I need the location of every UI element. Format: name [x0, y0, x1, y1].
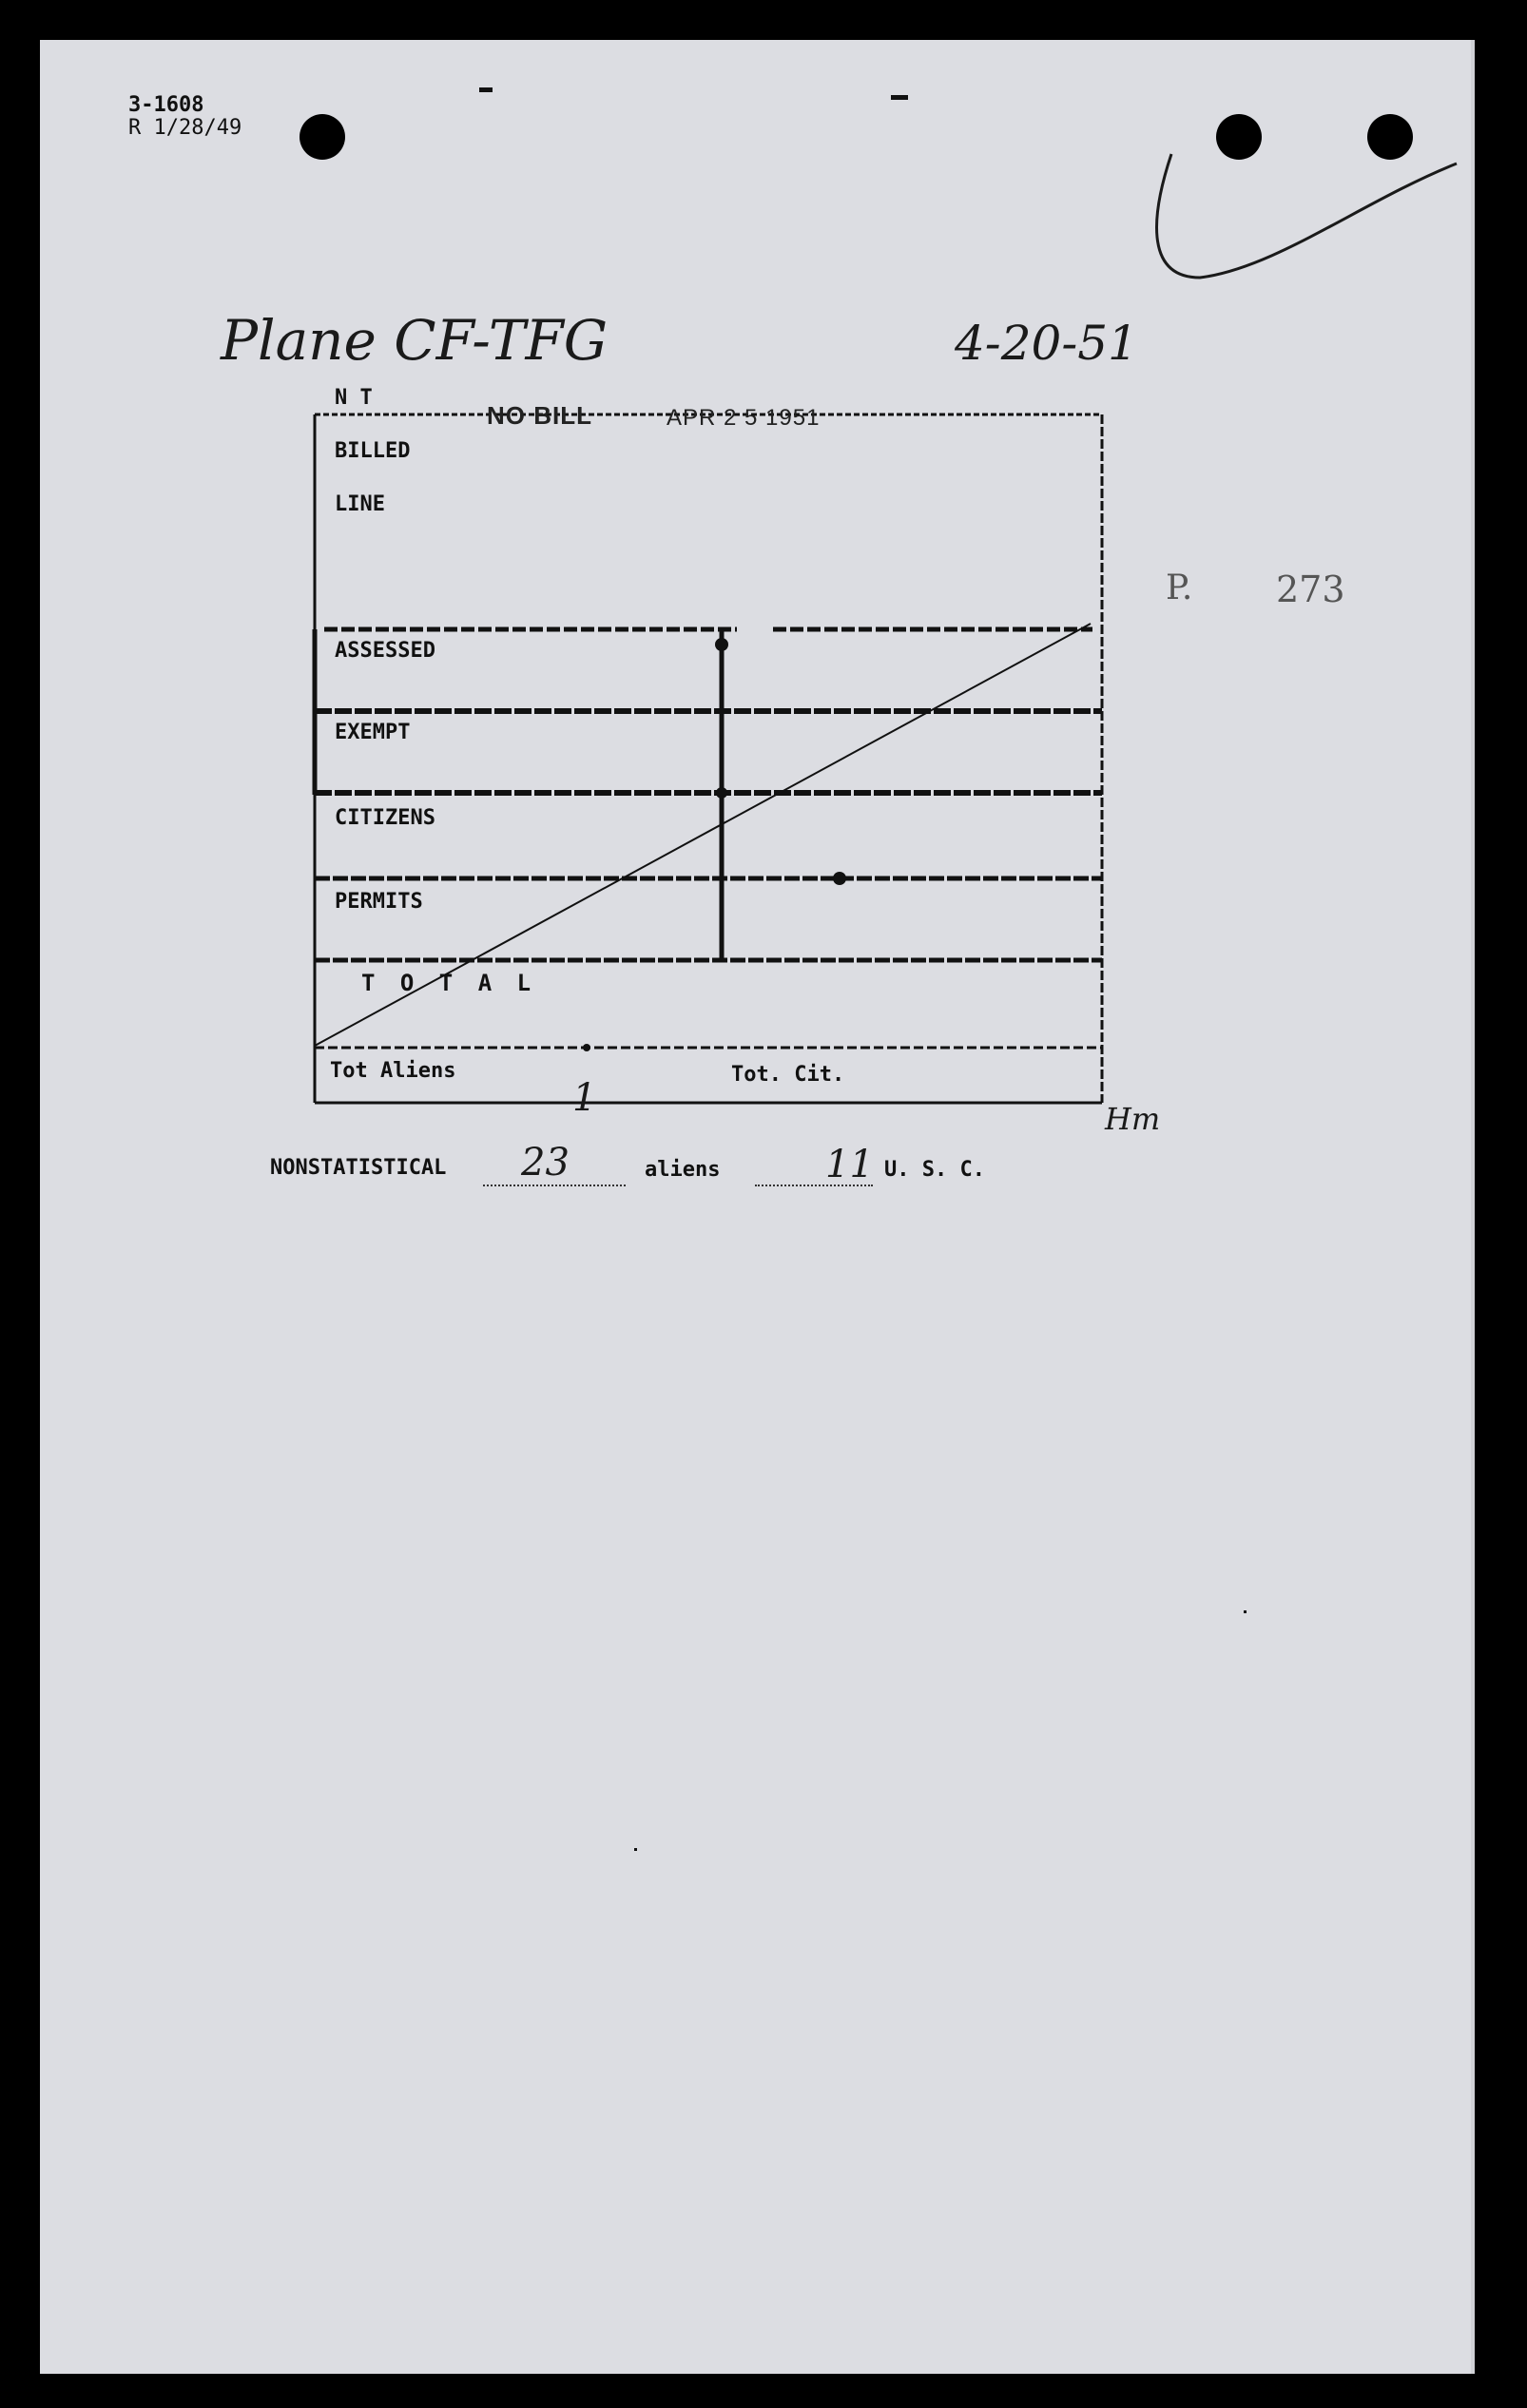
statistics-table	[311, 371, 1110, 1112]
nonstatistical-label: NONSTATISTICAL	[270, 1156, 447, 1180]
initials-handwritten: Hm	[1105, 1101, 1161, 1137]
row-label-nt: N T	[335, 386, 373, 410]
manifest-page-prefix: P.	[1166, 568, 1193, 607]
manifest-page-number: 273	[1276, 568, 1345, 610]
aliens-label: aliens	[645, 1158, 721, 1182]
nonstat-aliens-underline	[483, 1185, 626, 1186]
row-label-exempt: EXEMPT	[335, 721, 411, 744]
plane-id-handwritten: Plane CF-TFG	[221, 308, 609, 373]
nonstat-usc-count: 11	[825, 1143, 874, 1186]
stamp-date: APR 2 5 1951	[667, 405, 821, 431]
document-sheet	[40, 40, 1475, 2374]
punch-hole-left	[300, 114, 345, 160]
form-number: 3-1608	[128, 93, 204, 117]
nonstat-aliens-count: 23	[521, 1141, 570, 1185]
check-mark-icon	[1143, 135, 1466, 287]
row-label-billed: BILLED	[335, 439, 411, 463]
row-label-line: LINE	[335, 492, 385, 516]
tot-aliens-value: 1	[572, 1076, 597, 1120]
row-label-permits: PERMITS	[335, 890, 423, 914]
form-revision: R 1/28/49	[128, 116, 242, 140]
tot-aliens-label: Tot Aliens	[330, 1059, 456, 1083]
row-label-citizens: CITIZENS	[335, 806, 435, 830]
tot-cit-label: Tot. Cit.	[731, 1063, 845, 1087]
total-label: T O T A L	[361, 970, 537, 996]
usc-label: U. S. C.	[884, 1158, 985, 1182]
smudge-mark	[891, 95, 908, 100]
speck	[634, 1848, 637, 1851]
no-bill-stamp: NO BILL	[487, 401, 592, 430]
row-label-assessed: ASSESSED	[335, 639, 435, 663]
date-handwritten: 4-20-51	[955, 316, 1138, 371]
speck	[1244, 1610, 1247, 1613]
smudge-mark	[479, 87, 493, 92]
